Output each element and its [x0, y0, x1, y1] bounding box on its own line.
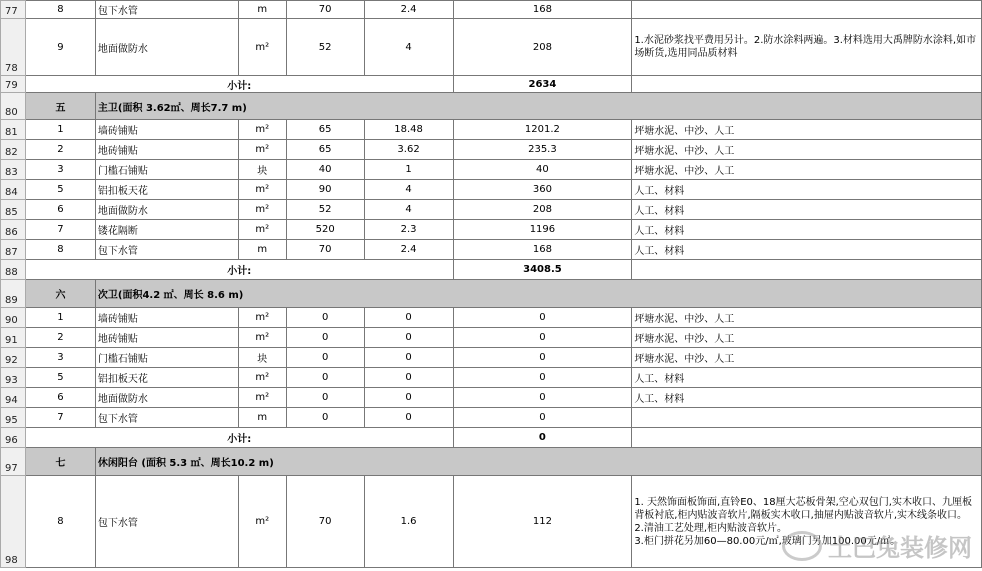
cell-total[interactable]: 0: [453, 328, 632, 348]
cell-unit[interactable]: m²: [238, 328, 286, 348]
cell-no[interactable]: 6: [25, 388, 95, 408]
cell-total[interactable]: 0: [453, 368, 632, 388]
cell-unit-price[interactable]: 1.6: [364, 476, 453, 568]
row-number[interactable]: 90: [1, 308, 26, 328]
section-number[interactable]: 六: [25, 280, 95, 308]
cell-unit-price[interactable]: 3.62: [364, 140, 453, 160]
row-number[interactable]: 93: [1, 368, 26, 388]
cell-note[interactable]: [632, 428, 982, 448]
cell-quantity[interactable]: 70: [286, 476, 364, 568]
table-row: [1, 476, 982, 568]
cell-item-name[interactable]: 门槛石铺贴: [95, 160, 238, 180]
cell-unit[interactable]: m²: [238, 220, 286, 240]
cell-item-name[interactable]: 包下水管: [95, 476, 238, 568]
cell-quantity[interactable]: 65: [286, 120, 364, 140]
cell-quantity[interactable]: 520: [286, 220, 364, 240]
cell-unit-price[interactable]: 4: [364, 19, 453, 76]
cell-total[interactable]: 112: [453, 476, 632, 568]
cell-total[interactable]: 168: [453, 240, 632, 260]
row-number[interactable]: 96: [1, 428, 26, 448]
cell-item-name[interactable]: 包下水管: [95, 1, 238, 19]
subtotal-label[interactable]: 小计:: [25, 76, 453, 93]
section-title[interactable]: 主卫(面积 3.62㎡、周长7.7 m): [95, 93, 981, 120]
table-row: [1, 140, 982, 160]
cell-unit-price[interactable]: 0: [364, 328, 453, 348]
cell-total[interactable]: 0: [453, 348, 632, 368]
row-number[interactable]: 78: [1, 19, 26, 76]
cell-note[interactable]: 人工、材料: [632, 240, 982, 260]
cell-unit[interactable]: m²: [238, 388, 286, 408]
row-number[interactable]: 81: [1, 120, 26, 140]
table-row: [1, 120, 982, 140]
cell-quantity[interactable]: 70: [286, 240, 364, 260]
cell-unit-price[interactable]: 0: [364, 348, 453, 368]
cell-note[interactable]: [632, 260, 982, 280]
table-row: [1, 240, 982, 260]
cell-no[interactable]: 6: [25, 200, 95, 220]
cell-note[interactable]: 人工、材料: [632, 180, 982, 200]
table-row: [1, 308, 982, 328]
cell-no[interactable]: 1: [25, 120, 95, 140]
row-number[interactable]: 95: [1, 408, 26, 428]
table-row: [1, 93, 982, 120]
cell-total[interactable]: 1201.2: [453, 120, 632, 140]
cell-unit-price[interactable]: 18.48: [364, 120, 453, 140]
cell-total[interactable]: 168: [453, 1, 632, 19]
cell-item-name[interactable]: 地面做防水: [95, 19, 238, 76]
table-row: [1, 160, 982, 180]
cell-note[interactable]: 人工、材料: [632, 220, 982, 240]
cell-item-name[interactable]: 地面做防水: [95, 200, 238, 220]
cell-note[interactable]: 坪塘水泥、中沙、人工: [632, 120, 982, 140]
cell-note[interactable]: 坪塘水泥、中沙、人工: [632, 348, 982, 368]
table-row: [1, 1, 982, 19]
row-number[interactable]: 94: [1, 388, 26, 408]
row-number[interactable]: 84: [1, 180, 26, 200]
row-number[interactable]: 79: [1, 76, 26, 93]
cell-unit-price[interactable]: 4: [364, 200, 453, 220]
cell-no[interactable]: 5: [25, 180, 95, 200]
row-number[interactable]: 88: [1, 260, 26, 280]
cell-total[interactable]: 0: [453, 408, 632, 428]
row-number[interactable]: 97: [1, 448, 26, 476]
cell-note[interactable]: 1.水泥砂浆找平费用另计。2.防水涂料两遍。3.材料选用大禹牌防水涂料,如市场断货,选用同品质材料: [632, 19, 982, 76]
cell-item-name[interactable]: 铝扣板天花: [95, 180, 238, 200]
cell-no[interactable]: 9: [25, 19, 95, 76]
cell-quantity[interactable]: 70: [286, 1, 364, 19]
cell-note[interactable]: 人工、材料: [632, 200, 982, 220]
section-number[interactable]: 五: [25, 93, 95, 120]
cell-item-name[interactable]: 地砖铺贴: [95, 140, 238, 160]
cell-unit-price[interactable]: 0: [364, 388, 453, 408]
cell-item-name[interactable]: 铝扣板天花: [95, 368, 238, 388]
cell-no[interactable]: 3: [25, 160, 95, 180]
table-row: [1, 448, 982, 476]
cell-quantity[interactable]: 0: [286, 348, 364, 368]
table-row: [1, 408, 982, 428]
cell-item-name[interactable]: 包下水管: [95, 408, 238, 428]
cell-no[interactable]: 2: [25, 328, 95, 348]
table-row: [1, 280, 982, 308]
cell-quantity[interactable]: 90: [286, 180, 364, 200]
cell-no[interactable]: 8: [25, 476, 95, 568]
row-number[interactable]: 83: [1, 160, 26, 180]
table-row: [1, 180, 982, 200]
row-number[interactable]: 87: [1, 240, 26, 260]
cell-unit-price[interactable]: 2.4: [364, 1, 453, 19]
row-number[interactable]: 85: [1, 200, 26, 220]
cell-item-name[interactable]: 地砖铺贴: [95, 328, 238, 348]
cell-item-name[interactable]: 镂花隔断: [95, 220, 238, 240]
cell-no[interactable]: 2: [25, 140, 95, 160]
cell-note[interactable]: 1. 天然饰面板饰面,直铃E0、18厘大芯板骨架,空心双包门,实木收口、九厘板背板衬底,柜内贴波音软片,隔板实木收口,抽屉内贴波音软片,实木线条收口。 2.清油工艺处理,柜内贴波音软片。 3.柜门拼花另加60—80.00元/㎡,玻璃门另加100.00元/㎡。: [632, 476, 982, 568]
cell-unit[interactable]: 块: [238, 348, 286, 368]
cell-note[interactable]: [632, 408, 982, 428]
section-number[interactable]: 七: [25, 448, 95, 476]
cell-quantity[interactable]: 0: [286, 408, 364, 428]
subtotal-label[interactable]: 小计:: [25, 428, 453, 448]
cell-total[interactable]: 235.3: [453, 140, 632, 160]
row-number[interactable]: 91: [1, 328, 26, 348]
cell-unit[interactable]: m²: [238, 308, 286, 328]
cell-total[interactable]: 208: [453, 19, 632, 76]
cell-unit-price[interactable]: 0: [364, 368, 453, 388]
table-row: [1, 220, 982, 240]
table-row: [1, 388, 982, 408]
cell-unit[interactable]: m²: [238, 200, 286, 220]
cell-no[interactable]: 5: [25, 368, 95, 388]
cell-unit[interactable]: m²: [238, 140, 286, 160]
cell-item-name[interactable]: 门槛石铺贴: [95, 348, 238, 368]
row-number[interactable]: 80: [1, 93, 26, 120]
cell-no[interactable]: 7: [25, 408, 95, 428]
cell-item-name[interactable]: 墙砖铺贴: [95, 308, 238, 328]
cell-quantity[interactable]: 65: [286, 140, 364, 160]
section-title[interactable]: 休闲阳台 (面积 5.3 ㎡、周长10.2 m): [95, 448, 981, 476]
cell-no[interactable]: 8: [25, 240, 95, 260]
cell-total[interactable]: 0: [453, 308, 632, 328]
row-number[interactable]: 98: [1, 476, 26, 568]
cell-note[interactable]: 坪塘水泥、中沙、人工: [632, 308, 982, 328]
subtotal-value[interactable]: 3408.5: [453, 260, 632, 280]
table-row: [1, 328, 982, 348]
row-number[interactable]: 92: [1, 348, 26, 368]
table-row: [1, 368, 982, 388]
cell-unit-price[interactable]: 2.4: [364, 240, 453, 260]
cell-unit[interactable]: m: [238, 1, 286, 19]
cell-no[interactable]: 1: [25, 308, 95, 328]
cell-total[interactable]: 0: [453, 388, 632, 408]
cell-total[interactable]: 360: [453, 180, 632, 200]
cell-quantity[interactable]: 0: [286, 328, 364, 348]
cell-note[interactable]: [632, 1, 982, 19]
cell-quantity[interactable]: 0: [286, 368, 364, 388]
table-row: [1, 19, 982, 76]
cell-unit[interactable]: 块: [238, 160, 286, 180]
watermark-text: 土巴兔装修网: [828, 534, 972, 562]
cell-unit[interactable]: m: [238, 240, 286, 260]
cell-unit-price[interactable]: 4: [364, 180, 453, 200]
cell-item-name[interactable]: 墙砖铺贴: [95, 120, 238, 140]
table-row: [1, 200, 982, 220]
table-row: [1, 428, 982, 448]
row-number[interactable]: 89: [1, 280, 26, 308]
cell-quantity[interactable]: 52: [286, 19, 364, 76]
subtotal-value[interactable]: 0: [453, 428, 632, 448]
row-number[interactable]: 82: [1, 140, 26, 160]
subtotal-label[interactable]: 小计:: [25, 260, 453, 280]
cell-no[interactable]: 7: [25, 220, 95, 240]
cell-note[interactable]: 坪塘水泥、中沙、人工: [632, 160, 982, 180]
cell-note[interactable]: 人工、材料: [632, 368, 982, 388]
cell-unit-price[interactable]: 0: [364, 408, 453, 428]
cell-unit-price[interactable]: 0: [364, 308, 453, 328]
subtotal-value[interactable]: 2634: [453, 76, 632, 93]
cell-total[interactable]: 1196: [453, 220, 632, 240]
cell-no[interactable]: 8: [25, 1, 95, 19]
cell-unit[interactable]: m²: [238, 368, 286, 388]
cell-unit[interactable]: m: [238, 408, 286, 428]
cell-quantity[interactable]: 40: [286, 160, 364, 180]
table-row: [1, 348, 982, 368]
cell-total[interactable]: 40: [453, 160, 632, 180]
table-row: [1, 76, 982, 93]
cell-quantity[interactable]: 0: [286, 308, 364, 328]
row-number[interactable]: 86: [1, 220, 26, 240]
cell-note[interactable]: 坪塘水泥、中沙、人工: [632, 140, 982, 160]
cell-no[interactable]: 3: [25, 348, 95, 368]
cell-quantity[interactable]: 0: [286, 388, 364, 408]
cell-unit[interactable]: m²: [238, 19, 286, 76]
section-title[interactable]: 次卫(面积4.2 ㎡、周长 8.6 m): [95, 280, 981, 308]
cell-unit-price[interactable]: 1: [364, 160, 453, 180]
cell-note[interactable]: 坪塘水泥、中沙、人工: [632, 328, 982, 348]
cell-unit[interactable]: m²: [238, 120, 286, 140]
cell-unit-price[interactable]: 2.3: [364, 220, 453, 240]
cell-total[interactable]: 208: [453, 200, 632, 220]
row-number[interactable]: 77: [1, 1, 26, 19]
cell-item-name[interactable]: 包下水管: [95, 240, 238, 260]
cell-unit[interactable]: m²: [238, 180, 286, 200]
table-row: [1, 260, 982, 280]
cell-unit[interactable]: m²: [238, 476, 286, 568]
cell-note[interactable]: [632, 76, 982, 93]
cell-note[interactable]: 人工、材料: [632, 388, 982, 408]
cell-item-name[interactable]: 地面做防水: [95, 388, 238, 408]
cell-quantity[interactable]: 52: [286, 200, 364, 220]
